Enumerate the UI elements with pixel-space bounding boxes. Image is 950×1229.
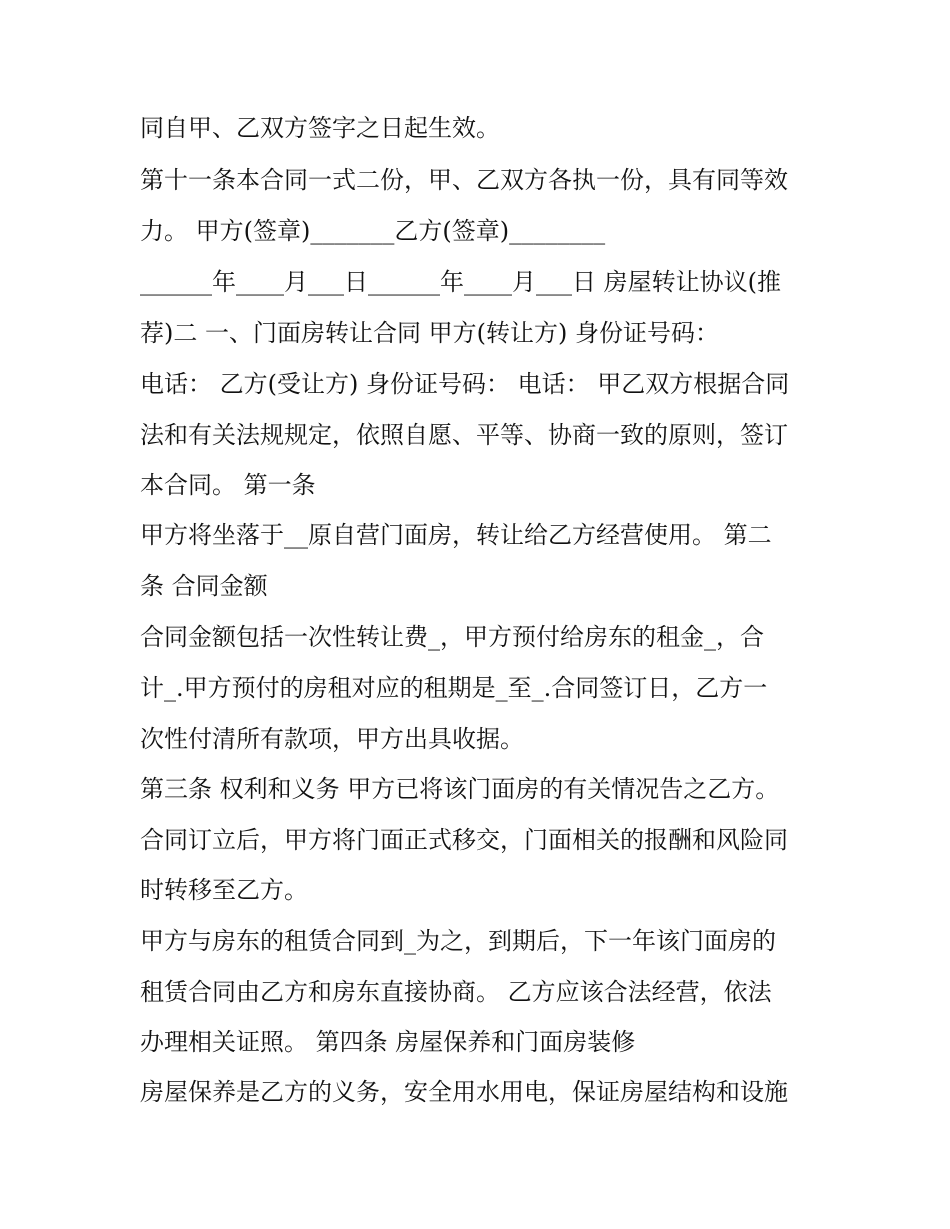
text-line: 办理相关证照。 第四条 房屋保养和门面房装修 [140, 1028, 636, 1056]
text-line: 时转移至乙方。 [140, 876, 308, 904]
text-line: ______年____月___日______年____月___日 房屋转让协议(推 [140, 268, 781, 296]
text-line: 合同订立后，甲方将门面正式移交，门面相关的报酬和风险同 [140, 826, 788, 854]
text-line: 租赁合同由乙方和房东直接协商。 乙方应该合法经营，依法 [140, 978, 772, 1006]
text-line: 次性付清所有款项，甲方出具收据。 [140, 725, 524, 753]
text-line: 第三条 权利和义务 甲方已将该门面房的有关情况告之乙方。 [140, 775, 780, 803]
text-line: 计_.甲方预付的房租对应的租期是_至_.合同签订日，乙方一 [140, 674, 768, 702]
text-line: 法和有关法规规定，依照自愿、平等、协商一致的原则，签订 [140, 421, 788, 449]
text-line: 本合同。 第一条 [140, 471, 316, 499]
text-line: 房屋保养是乙方的义务，安全用水用电，保证房屋结构和设施 [140, 1078, 788, 1106]
text-line: 甲方与房东的租赁合同到_为之，到期后，下一年该门面房的 [140, 927, 776, 955]
text-line: 力。 甲方(签章)_______乙方(签章)________ [140, 217, 606, 245]
text-line: 第十一条本合同一式二份，甲、乙双方各执一份，具有同等效 [140, 166, 788, 194]
text-line: 甲方将坐落于__原自营门面房，转让给乙方经营使用。 第二 [140, 521, 772, 549]
text-line: 条 合同金额 [140, 572, 268, 600]
text-line: 电话： 乙方(受让方) 身份证号码： 电话： 甲乙双方根据合同 [140, 370, 790, 398]
text-line: 合同金额包括一次性转让费_，甲方预付给房东的租金_，合 [140, 623, 764, 651]
text-line: 荐)二 一、门面房转让合同 甲方(转让方) 身份证号码： [140, 319, 719, 347]
text-line: 同自甲、乙双方签字之日起生效。 [140, 114, 500, 142]
